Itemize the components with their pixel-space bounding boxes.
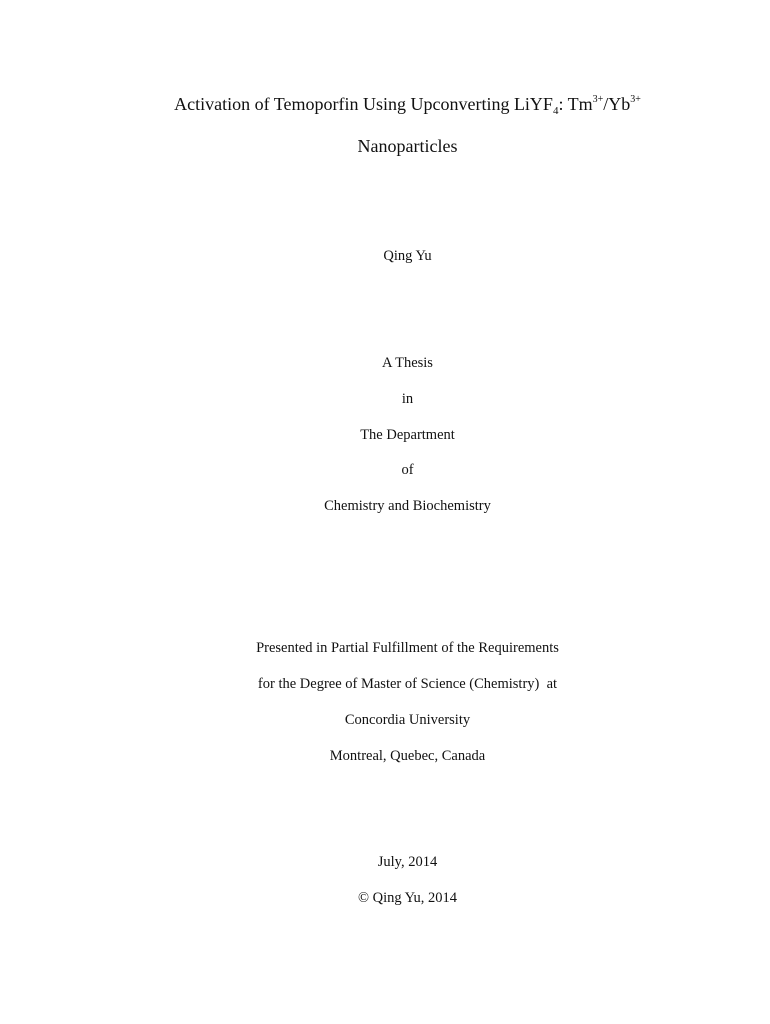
author-name: Qing Yu [383,248,432,264]
university-name: Concordia University [344,712,471,728]
title-superscript-1: 3+ [592,94,604,105]
title-text-prefix: Activation of Temoporfin Using Upconverting LiYF [174,94,553,114]
submission-date: July, 2014 [377,854,438,870]
copyright-notice: © Qing Yu, 2014 [357,890,458,906]
thesis-label: A Thesis [382,355,433,371]
title-text-mid: : Tm [558,94,593,114]
thesis-title-line-1 [0,93,770,115]
university-location: Montreal, Quebec, Canada [329,748,486,764]
thesis-of: of [401,462,414,478]
title-text-slash: /Yb [603,94,631,114]
thesis-in: in [401,391,414,407]
department-name: Chemistry and Biochemistry [324,498,491,514]
department-label: The Department [360,427,455,443]
title-subscript: 4 [552,105,559,117]
thesis-title-line-2: Nanoparticles [357,136,458,156]
title-superscript-2: 3+ [630,94,641,105]
presentation-line-2: for the Degree of Master of Science (Chemistry) at [257,676,558,692]
presentation-line-1: Presented in Partial Fulfillment of the Requirements [256,640,559,656]
